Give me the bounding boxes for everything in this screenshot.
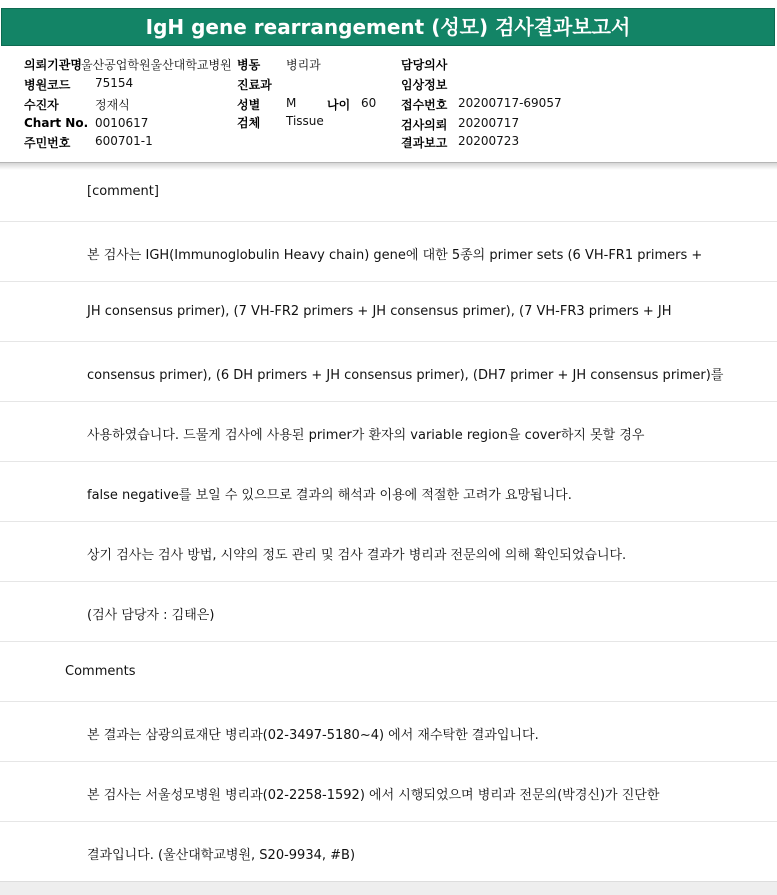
text-line: 본 결과는 삼광의료재단 병리과(02-3497-5180~4) 에서 재수탁한 결과입니다. <box>87 728 539 743</box>
text-row <box>0 583 777 642</box>
text-line: 결과입니다. (울산대학교병원, S20-9934, #B) <box>87 848 356 863</box>
report-title: IgH gene rearrangement (성모) 검사결과보고서 <box>1 8 775 46</box>
bottom-bar <box>0 881 777 895</box>
request-label: 검사의뢰 <box>401 118 448 132</box>
text-line: 본 검사는 IGH(Immunoglobulin Heavy chain) gene에 대한 5종의 primer sets (6 VH-FR1 primers + <box>87 248 703 263</box>
tester-line: (검사 담당자 : 김태은) <box>87 608 215 623</box>
patient-value: 정재식 <box>95 98 130 112</box>
text-row <box>0 343 777 402</box>
text-line: JH consensus primer), (7 VH-FR2 primers + JH consensus primer), (7 VH-FR3 primers + JH <box>87 304 672 319</box>
receipt-value: 20200717-69057 <box>458 96 562 110</box>
text-row <box>0 703 777 762</box>
text-line: 본 검사는 서울성모병원 병리과(02-2258-1592) 에서 시행되었으며 병리과 전문의(박경신)가 진단한 <box>87 788 660 803</box>
doctor-label: 담당의사 <box>401 58 448 72</box>
text-row <box>0 463 777 522</box>
hospital-code-label: 병원코드 <box>24 78 71 92</box>
hospital-code-value: 75154 <box>95 76 134 90</box>
chart-no-label: Chart No. <box>24 116 89 130</box>
report-date-value: 20200723 <box>458 134 520 148</box>
text-line: false negative를 보일 수 있으므로 결과의 해석과 이용에 적절한 고려가 요망됩니다. <box>87 488 572 503</box>
age-value: 60 <box>361 96 377 110</box>
institution-value: 울산공업학원울산대학교병원 <box>81 58 232 72</box>
comments-row <box>0 643 777 702</box>
text-row <box>0 823 777 882</box>
text-row <box>0 763 777 822</box>
text-line: 상기 검사는 검사 방법, 시약의 정도 관리 및 검사 결과가 병리과 전문의에 의해 확인되었습니다. <box>87 548 627 563</box>
sex-label: 성별 <box>237 98 261 112</box>
text-line: 사용하였습니다. 드물게 검사에 사용된 primer가 환자의 variable region을 cover하지 못할 경우 <box>87 428 645 443</box>
comment-row <box>0 163 777 222</box>
department-label: 진료과 <box>237 78 272 92</box>
age-label: 나이 <box>327 98 351 112</box>
institution-label: 의뢰기관명 <box>24 58 82 72</box>
clinical-info-label: 임상정보 <box>401 78 448 92</box>
ward-label: 병동 <box>237 58 261 72</box>
specimen-value: Tissue <box>286 114 324 128</box>
text-row <box>0 283 777 342</box>
resident-no-value: 600701-1 <box>95 134 153 148</box>
text-line: consensus primer), (6 DH primers + JH consensus primer), (DH7 primer + JH consensus primer)를 <box>87 368 724 383</box>
patient-label: 수진자 <box>24 98 59 112</box>
report-date-label: 결과보고 <box>401 136 448 150</box>
ward-value: 병리과 <box>286 58 321 72</box>
text-row <box>0 223 777 282</box>
resident-no-label: 주민번호 <box>24 136 71 150</box>
text-row <box>0 403 777 462</box>
comments-heading: Comments <box>65 664 136 679</box>
request-value: 20200717 <box>458 116 520 130</box>
text-row <box>0 523 777 582</box>
patient-info-section <box>0 46 777 162</box>
sex-value: M <box>286 96 297 110</box>
comment-heading: [comment] <box>87 184 159 199</box>
receipt-label: 접수번호 <box>401 98 448 112</box>
chart-no-value: 0010617 <box>95 116 149 130</box>
specimen-label: 검체 <box>237 116 261 130</box>
